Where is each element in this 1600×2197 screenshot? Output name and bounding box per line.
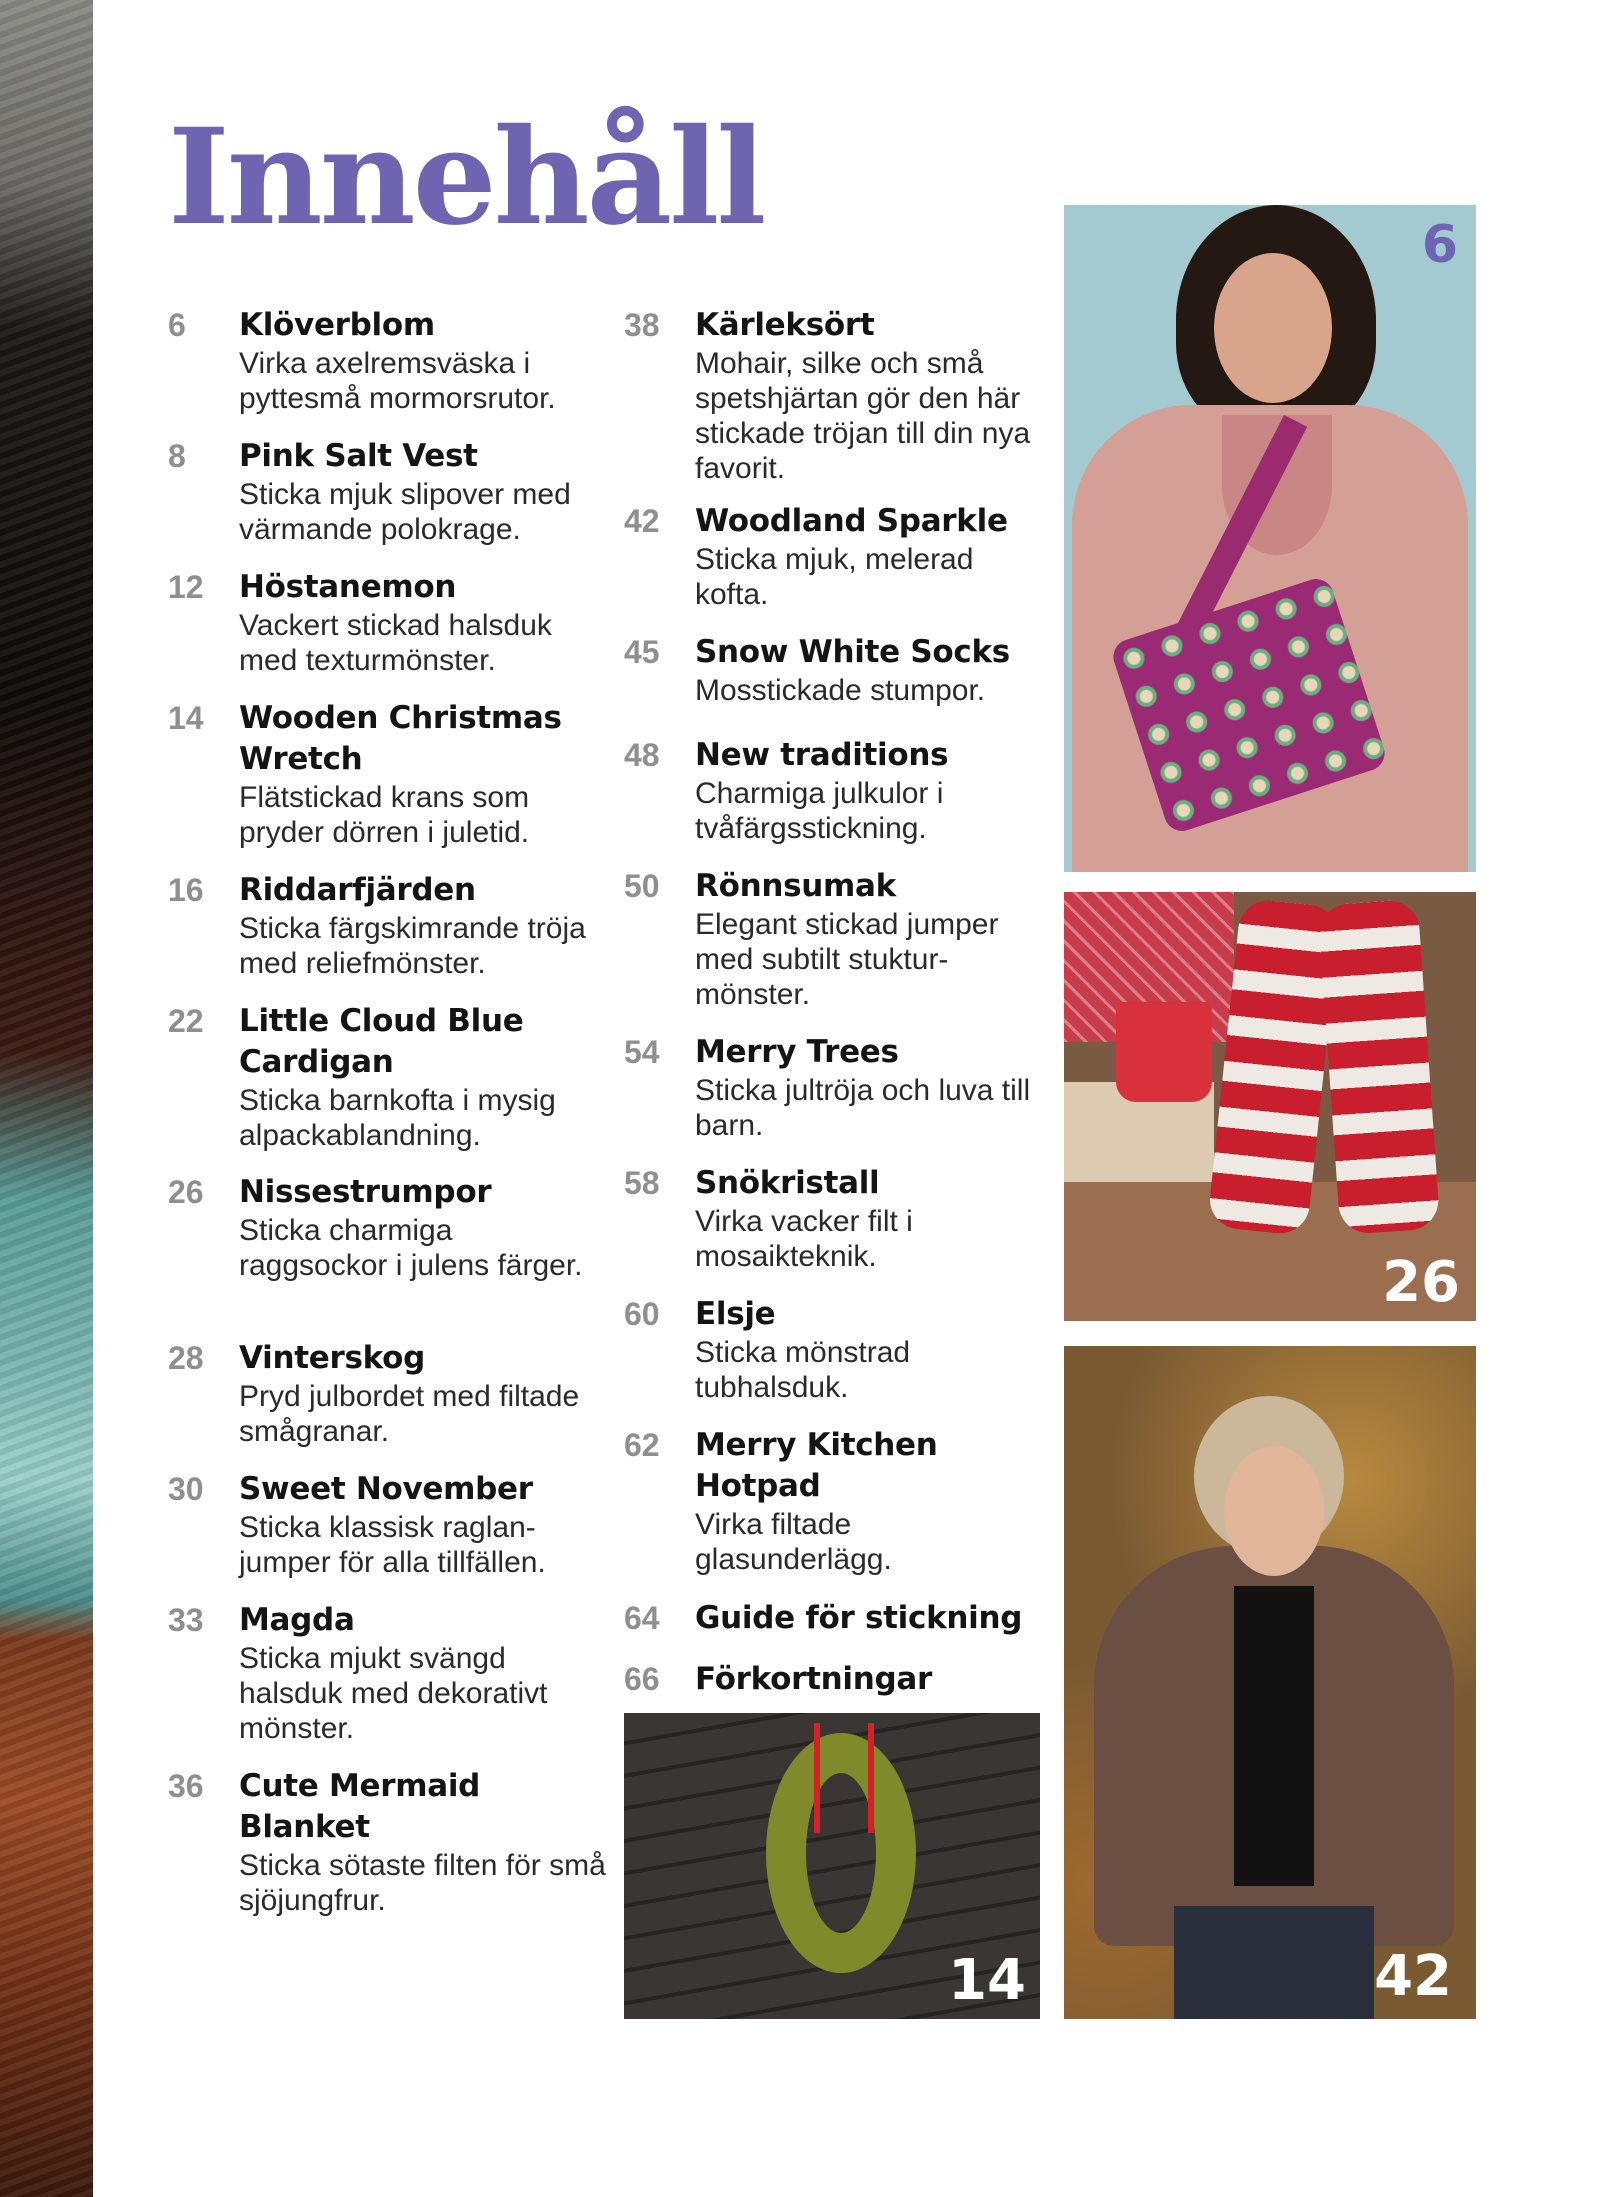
- entry-title: Merry Kitchen Hotpad: [695, 1427, 938, 1504]
- entry-title: Merry Trees: [695, 1034, 899, 1070]
- page-number: 8: [168, 438, 186, 474]
- toc-entry[interactable]: [624, 1294, 1054, 1405]
- page-number: 12: [168, 569, 204, 605]
- toc-entry[interactable]: [624, 305, 1054, 486]
- yarn-photo-strip: [0, 0, 93, 2197]
- page-number: 45: [624, 634, 660, 670]
- entry-description: Sticka mjuk, melerad kofta.: [695, 543, 974, 611]
- page-number: 33: [168, 1602, 204, 1638]
- entry-title: Little Cloud Blue Cardigan: [239, 1003, 524, 1080]
- page-number: 22: [168, 1003, 204, 1039]
- page-number: 14: [168, 700, 204, 736]
- page-number: 38: [624, 307, 660, 343]
- page-number: 62: [624, 1427, 660, 1463]
- entry-description: Virka filtade glasunderlägg.: [695, 1508, 892, 1576]
- toc-entry[interactable]: [624, 501, 1054, 612]
- page-title: Innehåll: [168, 100, 764, 255]
- entry-title: Snow White Socks: [695, 634, 1010, 670]
- entry-title: Klöverblom: [239, 307, 435, 343]
- page-number: 64: [624, 1600, 660, 1636]
- entry-title: Kärleksört: [695, 307, 875, 343]
- entry-description: Sticka färgskimrande tröja med reliefmönster.: [239, 912, 586, 980]
- page-number: 42: [624, 503, 660, 539]
- photo-face: [1224, 1446, 1324, 1576]
- toc-entry[interactable]: [624, 632, 1054, 708]
- photo-crochet-bag[interactable]: [1064, 205, 1476, 872]
- page-number: 36: [168, 1768, 204, 1804]
- entry-description: Mohair, silke och små spetshjärtan gör den här stickade tröjan till din nya favorit.: [695, 347, 1031, 485]
- entry-title: Höstanemon: [239, 569, 457, 605]
- entry-title: Snökristall: [695, 1165, 880, 1201]
- entry-description: Vackert stickad halsduk med texturmönster.: [239, 609, 552, 677]
- entry-description: Sticka mönstrad tubhalsduk.: [695, 1336, 911, 1404]
- page-number: 26: [168, 1174, 204, 1210]
- toc-entry[interactable]: [168, 1766, 608, 1918]
- entry-title: Woodland Sparkle: [695, 503, 1008, 539]
- entry-title: Guide för stickning: [695, 1600, 1023, 1636]
- page-number: 6: [168, 307, 186, 343]
- photo-striped-socks[interactable]: [1064, 892, 1476, 1321]
- page-number: 54: [624, 1034, 660, 1070]
- toc-entry[interactable]: [168, 305, 608, 416]
- page-number: 50: [624, 868, 660, 904]
- entry-title: Wooden Christmas Wretch: [239, 700, 562, 777]
- entry-description: Sticka sötaste filten för små sjöjungfrur.: [239, 1849, 606, 1917]
- photo-shirt: [1234, 1586, 1314, 1886]
- toc-entry[interactable]: [168, 567, 608, 678]
- entry-title: Elsje: [695, 1296, 776, 1332]
- entry-description: Charmiga julkulor i tvåfärgsstickning.: [695, 777, 944, 845]
- entry-title: Riddarfjärden: [239, 872, 476, 908]
- toc-entry[interactable]: [624, 866, 1054, 1012]
- entry-title: Cute Mermaid Blanket: [239, 1768, 481, 1845]
- photo-page-label: 42: [1374, 1944, 1452, 2009]
- entry-title: Magda: [239, 1602, 355, 1638]
- toc-entry[interactable]: [168, 1338, 608, 1449]
- page-number: 48: [624, 737, 660, 773]
- entry-title: Rönnsumak: [695, 868, 896, 904]
- entry-description: Sticka mjukt svängd halsduk med dekorativt mönster.: [239, 1642, 548, 1745]
- page-number: 28: [168, 1340, 204, 1376]
- toc-entry[interactable]: [624, 1425, 1054, 1577]
- toc-entry[interactable]: [168, 698, 608, 850]
- photo-cup: [1116, 1002, 1212, 1102]
- page-number: 60: [624, 1296, 660, 1332]
- entry-description: Mosstickade stumpor.: [695, 674, 986, 707]
- toc-entry[interactable]: [168, 1469, 608, 1580]
- photo-page-label: 14: [948, 1948, 1026, 2013]
- entry-description: Sticka charmiga raggsockor i julens färger.: [239, 1214, 583, 1282]
- entry-title: Pink Salt Vest: [239, 438, 478, 474]
- toc-entry[interactable]: [624, 1598, 1054, 1639]
- toc-entry[interactable]: [168, 436, 608, 547]
- entry-description: Sticka jultröja och luva till barn.: [695, 1074, 1031, 1142]
- photo-cardigan[interactable]: [1064, 1346, 1476, 2019]
- photo-page-label: 26: [1382, 1250, 1460, 1315]
- toc-entry[interactable]: [168, 1172, 608, 1283]
- photo-ribbon: [814, 1723, 874, 1833]
- entry-title: Förkortningar: [695, 1661, 932, 1697]
- entry-description: Virka vacker filt i mosaikteknik.: [695, 1205, 913, 1273]
- toc-entry[interactable]: [624, 1163, 1054, 1274]
- toc-entry[interactable]: [168, 1001, 608, 1153]
- entry-title: Nissestrumpor: [239, 1174, 492, 1210]
- toc-entry[interactable]: [624, 735, 1054, 846]
- photo-face: [1214, 253, 1332, 403]
- entry-description: Elegant stickad jumper med subtilt stuktur-mönster.: [695, 908, 999, 1011]
- toc-entry[interactable]: [168, 1600, 608, 1746]
- entry-title: New traditions: [695, 737, 949, 773]
- entry-description: Sticka mjuk slipover med värmande polokrage.: [239, 478, 571, 546]
- entry-description: Sticka barnkofta i mysig alpackablandning.: [239, 1084, 556, 1152]
- photo-page-label: 6: [1421, 215, 1458, 275]
- page-number: 30: [168, 1471, 204, 1507]
- page-number: 16: [168, 872, 204, 908]
- toc-entry[interactable]: [168, 870, 608, 981]
- toc-entry[interactable]: [624, 1032, 1054, 1143]
- entry-description: Pryd julbordet med filtade smågranar.: [239, 1380, 580, 1448]
- toc-entry[interactable]: [624, 1659, 1054, 1700]
- page-number: 58: [624, 1165, 660, 1201]
- page-number: 66: [624, 1661, 660, 1697]
- entry-title: Sweet November: [239, 1471, 533, 1507]
- photo-wreath[interactable]: [624, 1713, 1040, 2019]
- entry-description: Flätstickad krans som pryder dörren i juletid.: [239, 781, 530, 849]
- entry-description: Virka axelremsväska i pyttesmå mormorsrutor.: [239, 347, 556, 415]
- photo-jeans: [1174, 1906, 1374, 2019]
- entry-title: Vinterskog: [239, 1340, 425, 1376]
- entry-description: Sticka klassisk raglan-jumper för alla tillfällen.: [239, 1511, 546, 1579]
